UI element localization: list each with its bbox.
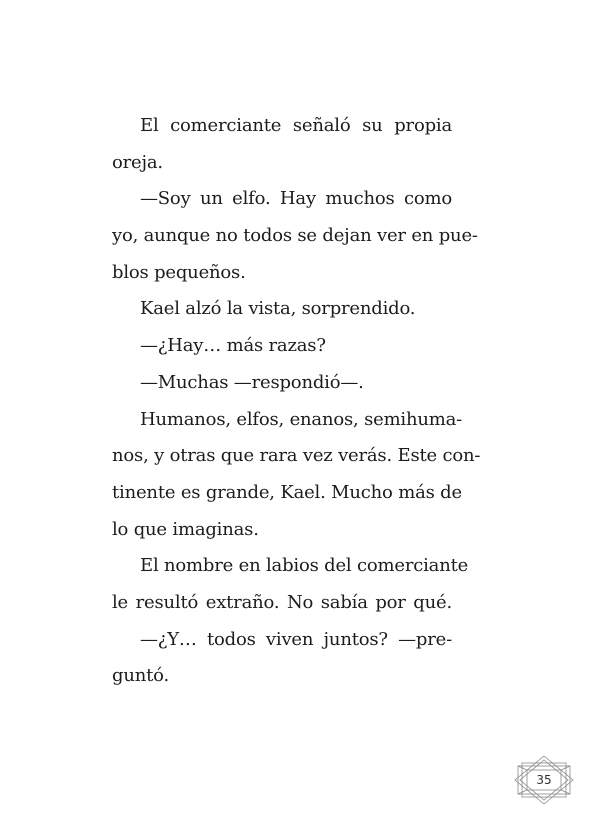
body-text: [112, 108, 481, 695]
text-line: nos, y otras que rara vez verás. Este con-: [112, 445, 481, 467]
text-line: —Soy un elfo. Hay muchos como: [140, 188, 452, 210]
text-line: El nombre en labios del comerciante: [140, 555, 469, 577]
text-line: —¿Y… todos viven juntos? —pre-: [140, 628, 452, 650]
text-line: le resultó extraño. No sabía por qué.: [112, 591, 452, 613]
text-line: oreja.: [112, 151, 163, 173]
text-line: El comerciante señaló su propia: [140, 115, 452, 136]
text-line: tinente es grande, Kael. Mucho más de: [112, 481, 462, 503]
text-line: Kael alzó la vista, sorprendido.: [140, 298, 416, 320]
text-line: —¿Hay… más razas?: [140, 335, 326, 357]
text-line: Humanos, elfos, enanos, semihuma-: [140, 408, 463, 430]
text-line: blos pequeños.: [112, 261, 246, 283]
text-line: —Muchas —respondió—.: [140, 371, 364, 393]
text-line: guntó.: [112, 665, 169, 687]
page-number: 35: [536, 773, 552, 787]
page-number-badge: [514, 755, 574, 805]
text-line: lo que imaginas.: [112, 518, 259, 540]
text-line: yo, aunque no todos se dejan ver en pue-: [112, 225, 478, 247]
